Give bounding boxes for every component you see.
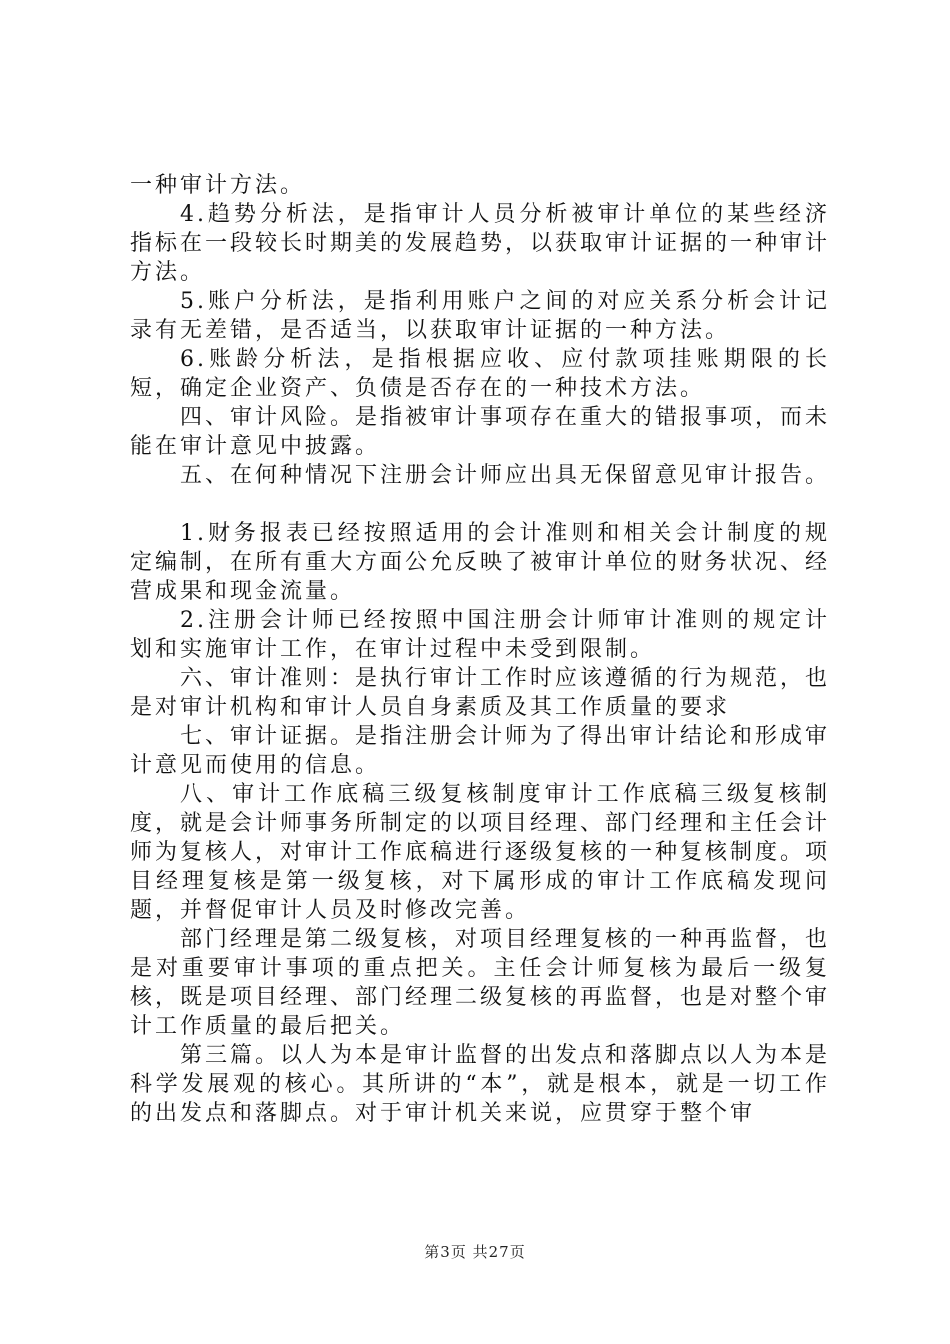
paragraph-audit-standards: 六、审计准则：是执行审计工作时应该遵循的行为规范，也是对审计机构和审计人员自身素质及其工作质量的要求: [130, 666, 831, 720]
paragraph-audit-risk: 四、审计风险。是指被审计事项存在重大的错报事项，而未能在审计意见中披露。: [130, 405, 831, 459]
paragraph-three-level-review: 八、审计工作底稿三级复核制度审计工作底稿三级复核制度，就是会计师事务所制定的以项目经理、部门经理和主任会计师为复核人，对审计工作底稿进行逐级复核的一种复核制度。项目经理复核是第一级复核，对下属形成的审计工作底稿发现问题，并督促审计人员及时修改完善。: [130, 782, 831, 923]
paragraph-condition-1: 1.财务报表已经按照适用的会计准则和相关会计制度的规定编制，在所有重大方面公允反映了被审计单位的财务状况、经营成果和现金流量。: [130, 521, 831, 604]
paragraph-account-analysis: 5.账户分析法，是指利用账户之间的对应关系分析会计记录有无差错，是否适当，以获取审计证据的一种方法。: [130, 289, 830, 343]
paragraph-aging-analysis: 6.账龄分析法，是指根据应收、应付款项挂账期限的长短，确定企业资产、负债是否存在的一种技术方法。: [130, 347, 830, 401]
paragraph-condition-2: 2.注册会计师已经按照中国注册会计师审计准则的规定计划和实施审计工作，在审计过程中未受到限制。: [130, 608, 830, 662]
paragraph-trend-analysis: 4.趋势分析法，是指审计人员分析被审计单位的某些经济指标在一段较长时期美的发展趋势，以获取审计证据的一种审计方法。: [130, 202, 831, 285]
paragraph-continuation: 一种审计方法。: [130, 173, 306, 198]
document-body: [130, 171, 830, 1128]
paragraph-part-three: 第三篇。以人为本是审计监督的出发点和落脚点以人为本是科学发展观的核心。其所讲的“本”，就是根本，就是一切工作的出发点和落脚点。对于审计机关来说，应贯穿于整个审: [130, 1043, 831, 1126]
paragraph-department-review: 部门经理是第二级复核，对项目经理复核的一种再监督，也是对重要审计事项的重点把关。主任会计师复核为最后一级复核，既是项目经理、部门经理二级复核的再监督，也是对整个审计工作质量的最后把关。: [130, 927, 831, 1039]
paragraph-unqualified-opinion-heading: 五、在何种情况下注册会计师应出具无保留意见审计报告。: [180, 463, 831, 488]
page-number-footer: 第3页 共27页: [424, 1243, 526, 1261]
blank-line: [130, 490, 830, 519]
paragraph-audit-evidence: 七、审计证据。是指注册会计师为了得出审计结论和形成审计意见而使用的信息。: [130, 724, 831, 778]
